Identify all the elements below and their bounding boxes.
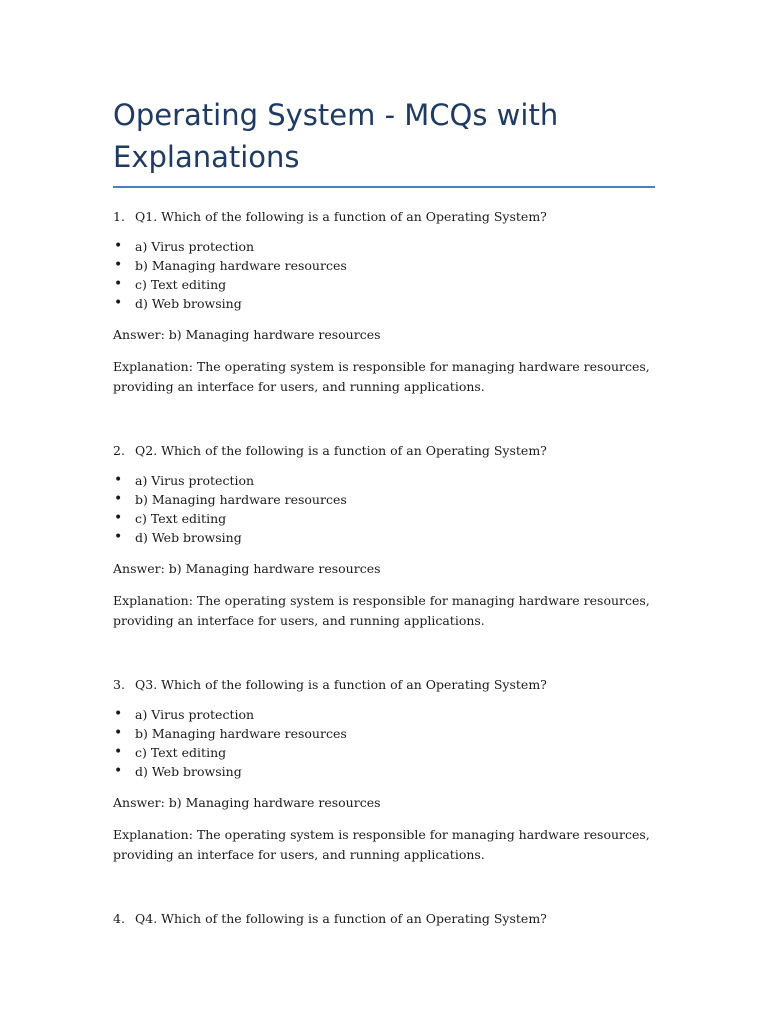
question-text: Q3. Which of the following is a function of an Operating System? [135,677,547,692]
bullet-icon: • [114,725,123,741]
question-block [113,207,655,397]
answer-text: Answer: b) Managing hardware resources [113,561,381,576]
bullet-icon: • [114,238,123,254]
bullet-icon: • [114,706,123,722]
question-text: Q1. Which of the following is a function of an Operating System? [135,209,547,224]
bullet-icon: • [114,257,123,273]
option-item [113,275,655,294]
bullet-icon: • [114,276,123,292]
question-line [113,441,655,461]
bullet-icon: • [114,529,123,545]
document-title: Operating System - MCQs with Explanations [113,94,655,188]
question-number: 3. [113,677,125,692]
option-text: d) Web browsing [135,764,242,779]
option-item [113,490,655,509]
explanation-text: Explanation: The operating system is responsible for managing hardware resources, providing an interface for users, and running applications. [113,359,650,394]
question-block [113,909,655,929]
option-text: b) Managing hardware resources [135,726,347,741]
option-item [113,509,655,528]
option-item [113,237,655,256]
option-text: c) Text editing [135,511,227,526]
bullet-icon: • [114,472,123,488]
option-text: b) Managing hardware resources [135,258,347,273]
option-item [113,256,655,275]
question-number: 2. [113,443,125,458]
document-content [113,94,655,929]
question-text: Q2. Which of the following is a function of an Operating System? [135,443,547,458]
option-text: a) Virus protection [135,239,255,254]
option-item [113,762,655,781]
answer-text: Answer: b) Managing hardware resources [113,795,381,810]
option-item [113,705,655,724]
option-text: a) Virus protection [135,707,255,722]
option-item [113,471,655,490]
question-text: Q4. Which of the following is a function of an Operating System? [135,911,547,926]
answer-text: Answer: b) Managing hardware resources [113,327,381,342]
option-text: a) Virus protection [135,473,255,488]
options-list [113,705,655,781]
option-item [113,724,655,743]
bullet-icon: • [114,295,123,311]
question-number: 4. [113,911,125,926]
question-number: 1. [113,209,125,224]
option-item [113,528,655,547]
bullet-icon: • [114,763,123,779]
explanation-text: Explanation: The operating system is responsible for managing hardware resources, providing an interface for users, and running applications. [113,827,650,862]
option-item [113,743,655,762]
option-text: d) Web browsing [135,296,242,311]
option-text: c) Text editing [135,745,227,760]
bullet-icon: • [114,491,123,507]
explanation-text: Explanation: The operating system is responsible for managing hardware resources, providing an interface for users, and running applications. [113,593,650,628]
options-list [113,471,655,547]
bullet-icon: • [114,510,123,526]
option-text: d) Web browsing [135,530,242,545]
question-block [113,675,655,865]
question-line [113,207,655,227]
question-block [113,441,655,631]
options-list [113,237,655,313]
option-text: b) Managing hardware resources [135,492,347,507]
option-item [113,294,655,313]
question-line [113,675,655,695]
question-line [113,909,655,929]
option-text: c) Text editing [135,277,227,292]
bullet-icon: • [114,744,123,760]
